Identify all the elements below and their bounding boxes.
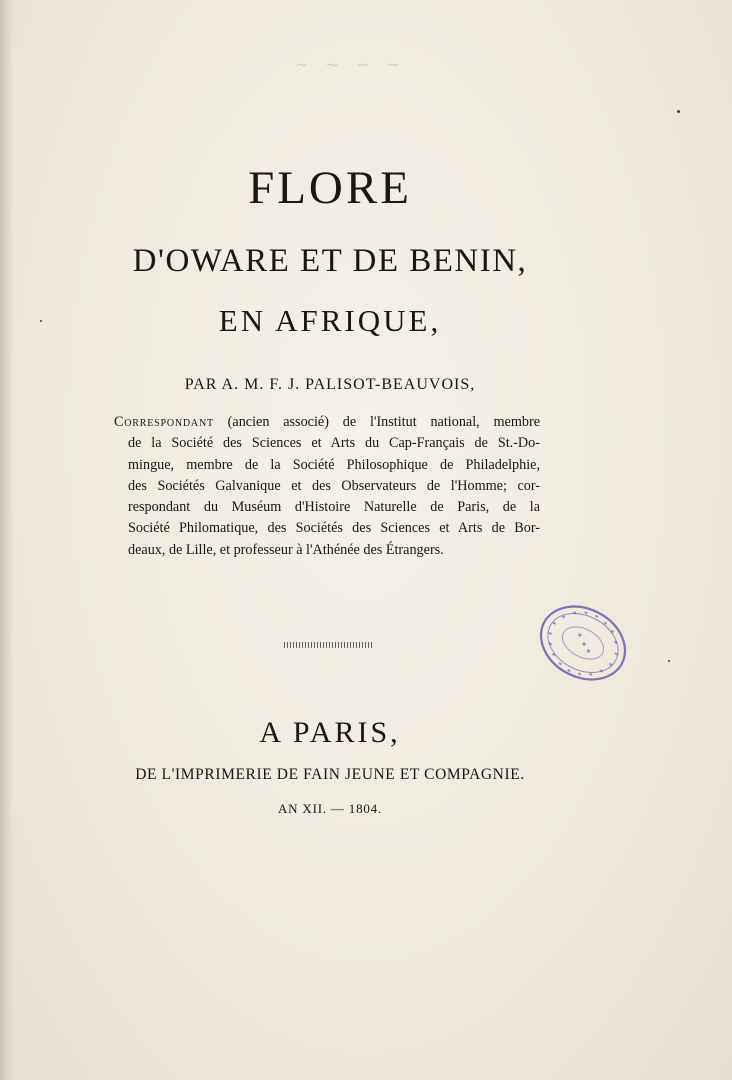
imprint-year: AN XII. — 1804. <box>277 801 383 816</box>
paper-speck <box>677 110 680 113</box>
credentials-line: deaux, de Lille, et professeur à l'Athénée des Étrangers. <box>128 541 444 558</box>
author-line: PAR A. M. F. J. PALISOT-BEAUVOIS, <box>184 376 476 393</box>
library-stamp-icon <box>533 598 633 688</box>
credentials-line: respondant du Muséum d'Histoire Naturelle de Paris, de la <box>128 499 540 516</box>
credentials-line-text: (ancien associé) de l'Institut national, membre <box>213 414 540 430</box>
paper-speck <box>40 320 42 322</box>
book-subtitle: D'OWARE ET DE BENIN, <box>132 243 528 279</box>
book-title: FLORE <box>248 162 412 214</box>
ornamental-divider <box>284 642 372 648</box>
faded-pencil-mark: ~ ~ ~ ~ <box>295 55 406 74</box>
credentials-line <box>114 412 540 433</box>
book-place: EN AFRIQUE, <box>218 303 442 338</box>
credentials-line: mingue, membre de la Société Philosophique de Philadelphie, <box>128 456 540 473</box>
credentials-line: de la Société des Sciences et Arts du Cap-Français de St.-Do- <box>128 435 540 452</box>
paper-speck <box>668 660 670 662</box>
imprint-printer: DE L'IMPRIMERIE DE FAIN JEUNE ET COMPAGNIE. <box>135 766 525 783</box>
imprint-city: A PARIS, <box>259 716 401 749</box>
credentials-line: Société Philomatique, des Sociétés des Sciences et Arts de Bor- <box>128 520 540 537</box>
author-credentials <box>114 412 540 561</box>
credentials-lead: Correspondant <box>114 414 214 430</box>
credentials-line: des Sociétés Galvanique et des Observateurs de l'Homme; cor- <box>128 477 540 494</box>
